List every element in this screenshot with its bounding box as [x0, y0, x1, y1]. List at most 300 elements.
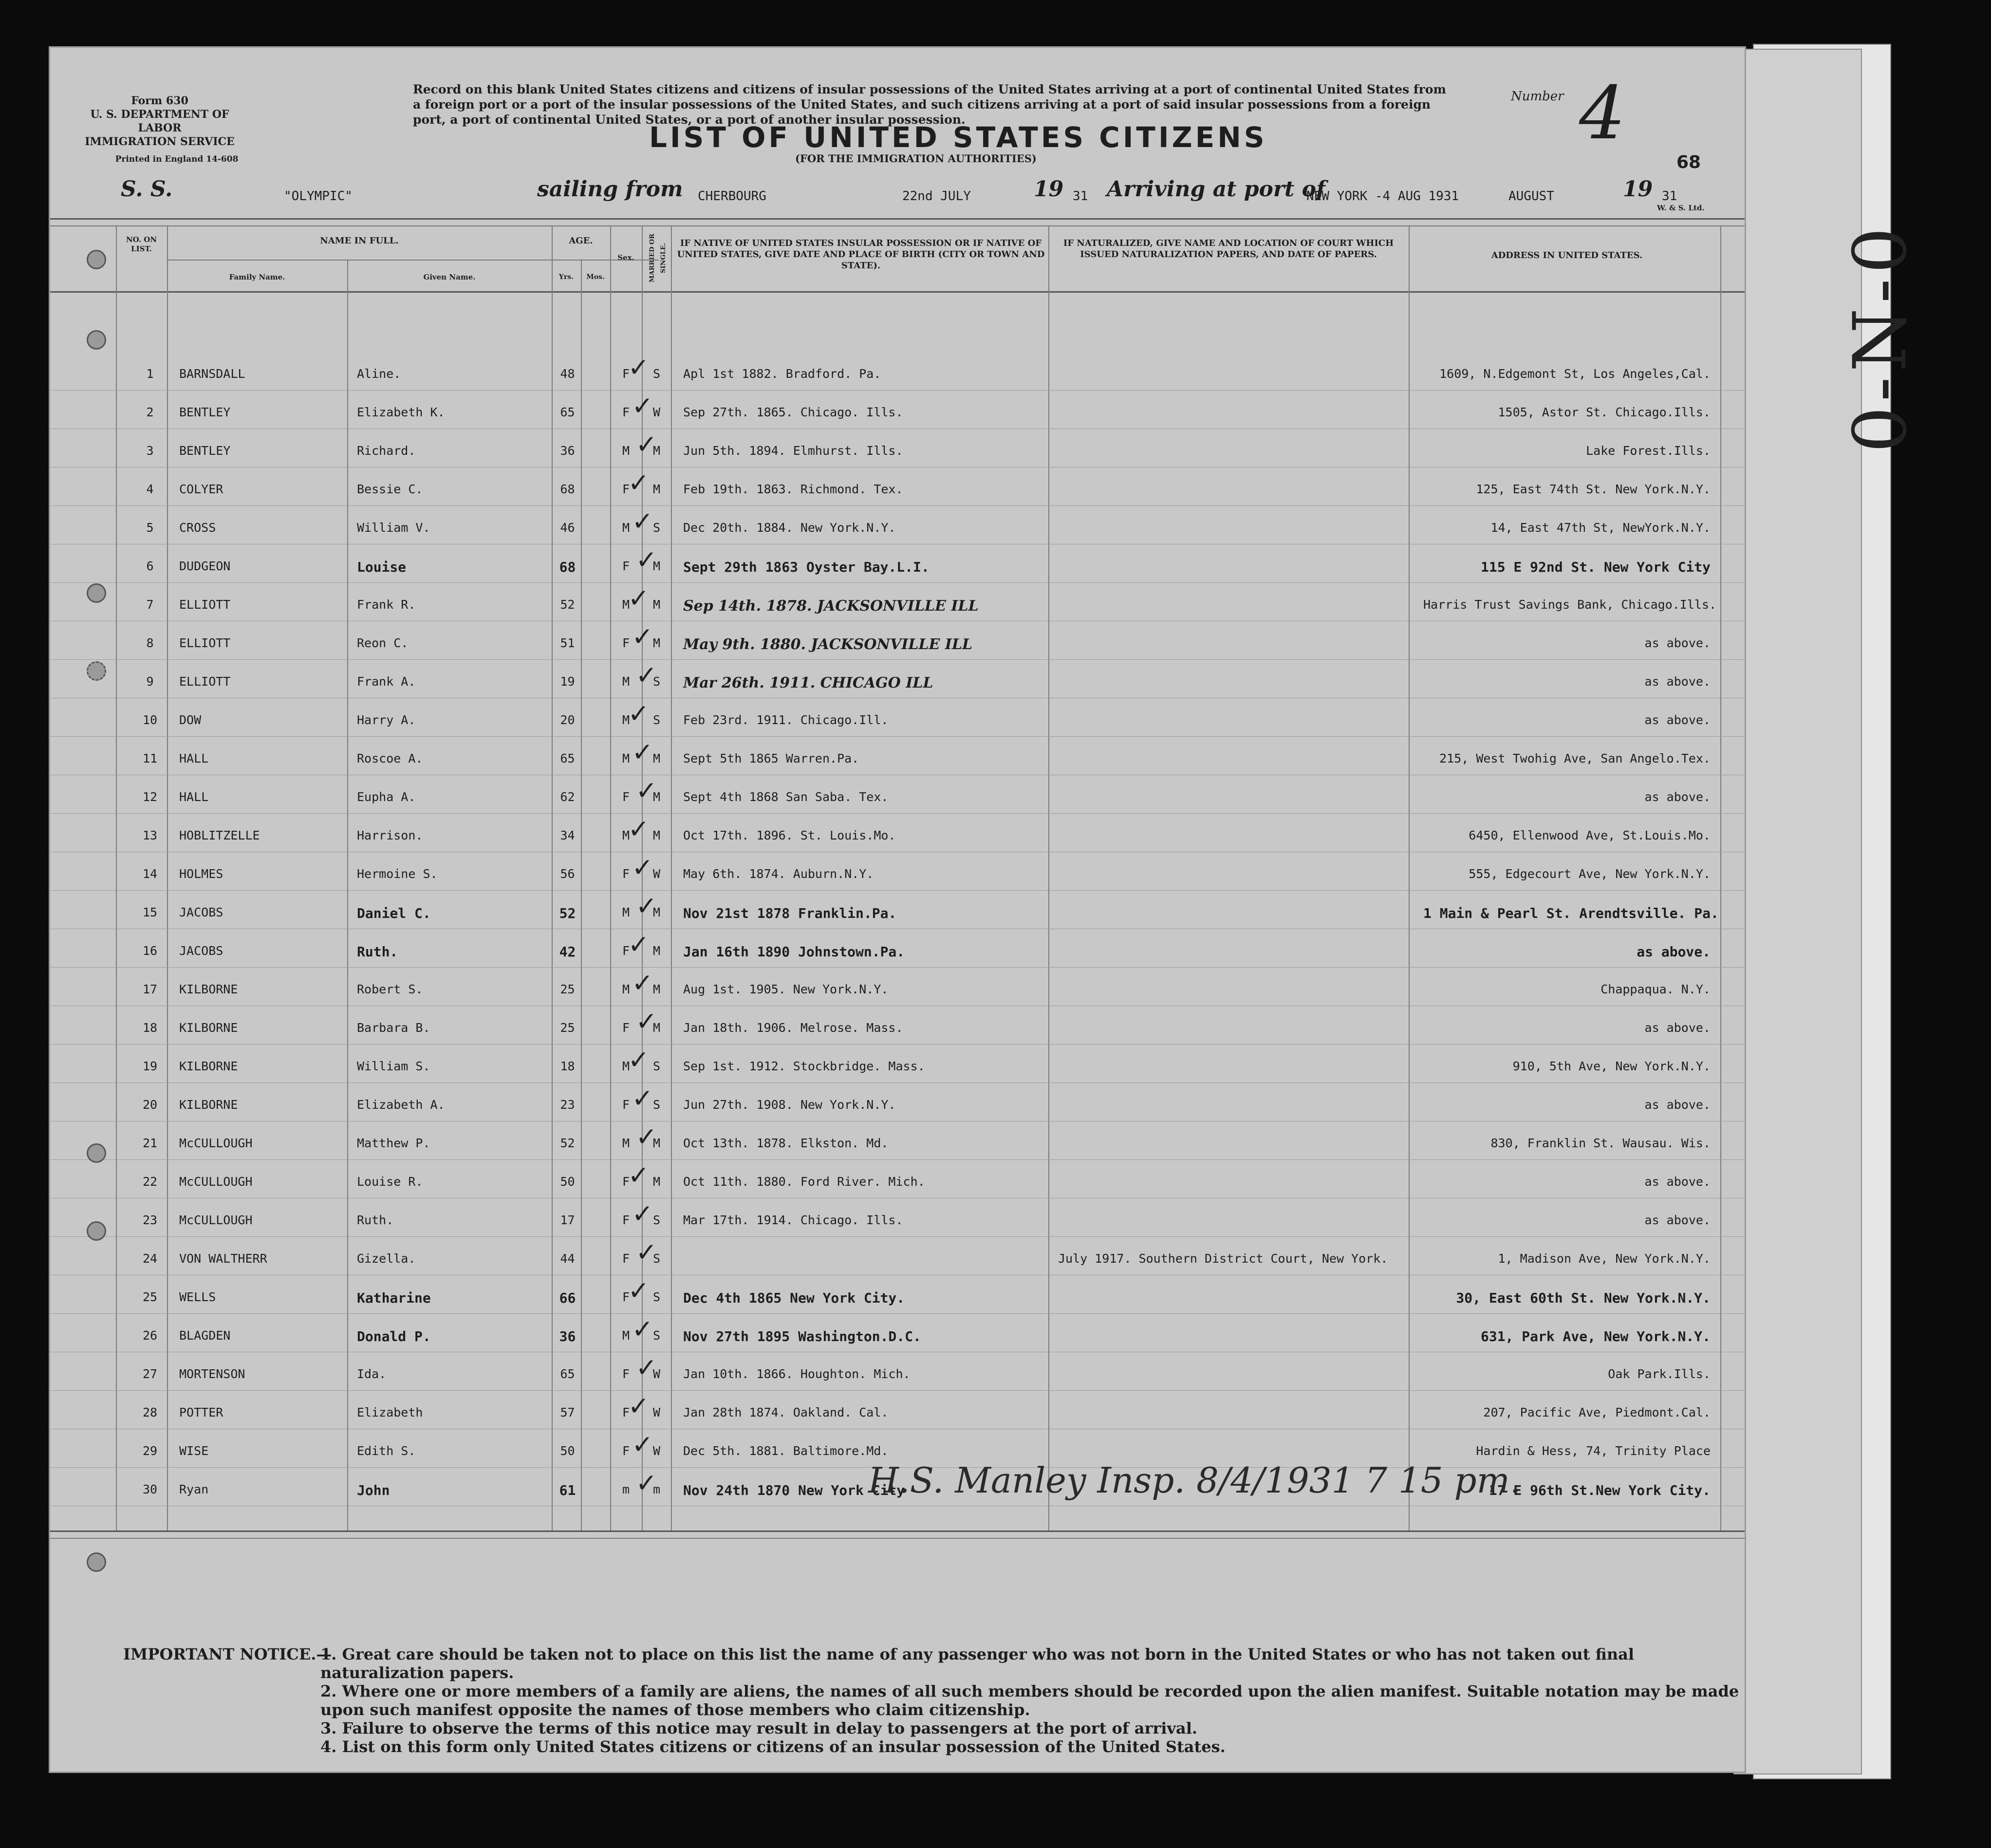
- age-years: 46: [560, 521, 575, 535]
- marital-status: M: [652, 559, 661, 573]
- sex: M: [622, 713, 630, 727]
- marital-status: M: [652, 1021, 661, 1035]
- given-name: Frank R.: [357, 597, 416, 612]
- marital-status: M: [652, 597, 661, 612]
- marital-status: W: [652, 1444, 661, 1458]
- us-address: 1609, N.Edgemont St, Los Angeles,Cal.: [1439, 367, 1711, 381]
- checkmark-icon: ✓: [637, 1119, 655, 1153]
- service: IMMIGRATION SERVICE: [85, 135, 235, 148]
- us-address: 1, Madison Ave, New York.N.Y.: [1498, 1251, 1711, 1266]
- row-number: 27: [142, 1367, 158, 1381]
- birth-date-place: Aug 1st. 1905. New York.N.Y.: [683, 982, 889, 996]
- arrival-port: NEW YORK -4 AUG 1931: [1306, 189, 1459, 204]
- sex: F: [622, 636, 630, 650]
- marital-status: M: [652, 905, 661, 919]
- marital-status: M: [652, 982, 661, 996]
- checkmark-icon: ✓: [637, 773, 655, 807]
- record-note: Record on this blank United States citizens and citizens of insular possessions of the United States arriving at a port of continental United States from a foreign port or a port of the insular possessions of the United States, and such citizens arriving at a port of said insular possessions from a foreign port, a port of continental United States, or a port of another insular possession.: [413, 82, 1446, 127]
- given-name: Harrison.: [357, 828, 423, 842]
- col-head-name: NAME IN FULL.: [320, 236, 399, 246]
- notice-item: 1. Great care should be taken not to place on this list the name of any passenger who was not born in the United States or who has not taken out final naturalization papers.: [320, 1645, 1635, 1682]
- sex: M: [622, 982, 630, 996]
- family-name: BLAGDEN: [179, 1328, 231, 1343]
- marital-status: m: [652, 1482, 661, 1496]
- birth-date-place: Sept 29th 1863 Oyster Bay.L.I.: [683, 559, 930, 575]
- birth-date-place: Nov 27th 1895 Washington.D.C.: [683, 1328, 921, 1344]
- year-prefix: 19: [1623, 177, 1653, 202]
- row-number: 8: [146, 636, 154, 650]
- sex: M: [622, 521, 630, 535]
- col-head-address: ADDRESS IN UNITED STATES.: [1491, 250, 1643, 261]
- table-row: [50, 965, 1745, 1007]
- given-name: Edith S.: [357, 1444, 416, 1458]
- marital-status: S: [652, 713, 661, 727]
- ship-prefix: S. S.: [121, 177, 173, 202]
- marital-status: S: [652, 367, 661, 381]
- header-bottom-border: [50, 291, 1745, 293]
- row-number: 12: [142, 790, 158, 804]
- birth-date-place: May 6th. 1874. Auburn.N.Y.: [683, 867, 874, 881]
- checkmark-icon: ✓: [637, 427, 655, 461]
- table-row: [50, 388, 1745, 429]
- checkmark-icon: ✓: [630, 465, 648, 499]
- col-head-naturalized: IF NATURALIZED, GIVE NAME AND LOCATION OF COURT WHICH ISSUED NATURALIZATION PAPERS, AND DATE OF PAPERS.: [1063, 238, 1394, 260]
- side-mark: 0-N-0: [1838, 222, 1923, 453]
- sex: M: [622, 597, 630, 612]
- given-name: Roscoe A.: [357, 751, 423, 765]
- printed-note: Printed in England 14-608: [115, 154, 239, 164]
- table-row: [50, 888, 1745, 930]
- marital-status: M: [652, 636, 661, 650]
- family-name: DOW: [179, 713, 202, 727]
- age-years: 68: [559, 559, 576, 575]
- family-name: CROSS: [179, 521, 216, 535]
- sex: F: [622, 1367, 630, 1381]
- row-number: 5: [146, 521, 154, 535]
- marital-status: W: [652, 1405, 661, 1419]
- given-name: Aline.: [357, 367, 401, 381]
- family-name: HALL: [179, 790, 209, 804]
- punch-hole: [87, 1143, 106, 1163]
- checkmark-icon: ✓: [633, 388, 651, 422]
- given-name: Elizabeth A.: [357, 1098, 445, 1112]
- sex: F: [622, 367, 630, 381]
- sex: F: [622, 1251, 630, 1266]
- age-years: 17: [560, 1213, 575, 1227]
- given-name: Bessie C.: [357, 482, 423, 496]
- age-years: 56: [560, 867, 575, 881]
- table-row: [50, 775, 1745, 814]
- table-row: [50, 1121, 1745, 1160]
- birth-date-place: Jan 16th 1890 Johnstown.Pa.: [683, 944, 905, 960]
- marital-status: S: [652, 674, 661, 689]
- inspector-signature: H.S. Manley Insp. 8/4/1931 7 15 pm.: [868, 1460, 1521, 1501]
- checkmark-icon: ✓: [637, 657, 655, 691]
- us-address: as above.: [1644, 713, 1711, 727]
- family-name: McCULLOUGH: [179, 1213, 253, 1227]
- table-row: [50, 429, 1745, 468]
- birth-date-place: Sep 27th. 1865. Chicago. Ills.: [683, 405, 903, 419]
- family-name: KILBORNE: [179, 982, 238, 996]
- us-address: 207, Pacific Ave, Piedmont.Cal.: [1483, 1405, 1711, 1419]
- family-name: WELLS: [179, 1290, 216, 1304]
- row-number: 30: [142, 1482, 158, 1496]
- marital-status: M: [652, 944, 661, 958]
- sex: m: [622, 1482, 630, 1496]
- age-years: 57: [560, 1405, 575, 1419]
- row-number: 25: [142, 1290, 158, 1304]
- notice-item: 2. Where one or more members of a family are aliens, the names of all such members should be recorded upon the alien manifest. Suitable notation may be made upon such manifest opposite the names of those members who claim citizenship.: [320, 1682, 1739, 1719]
- birth-date-place: Sep 1st. 1912. Stockbridge. Mass.: [683, 1059, 925, 1073]
- age-years: 50: [560, 1444, 575, 1458]
- us-address: as above.: [1644, 636, 1711, 650]
- given-name: Katharine: [357, 1290, 431, 1306]
- age-years: 68: [560, 482, 575, 496]
- birth-date-place: Dec 4th 1865 New York City.: [683, 1290, 905, 1306]
- given-name: Ruth.: [357, 944, 398, 960]
- sex: M: [622, 751, 630, 765]
- sex: M: [622, 444, 630, 458]
- us-address: 215, West Twohig Ave, San Angelo.Tex.: [1439, 751, 1711, 765]
- checkmark-icon: ✓: [633, 619, 651, 653]
- marital-status: S: [652, 1213, 661, 1227]
- row-number: 29: [142, 1444, 158, 1458]
- given-name: Frank A.: [357, 674, 416, 689]
- notice-label: IMPORTANT NOTICE.—: [123, 1645, 332, 1663]
- row-number: 13: [142, 828, 158, 842]
- us-address: 1 Main & Pearl St. Arendtsville. Pa.: [1423, 905, 1719, 921]
- sex: F: [622, 1290, 630, 1304]
- family-name: HALL: [179, 751, 209, 765]
- row-number: 17: [142, 982, 158, 996]
- family-name: BARNSDALL: [179, 367, 245, 381]
- checkmark-icon: ✓: [633, 1081, 651, 1115]
- table-row: [50, 621, 1745, 660]
- checkmark-icon: ✓: [630, 1273, 648, 1307]
- birth-date-place: Mar 17th. 1914. Chicago. Ills.: [683, 1213, 903, 1227]
- us-address: 17 E 96th St.New York City.: [1489, 1482, 1711, 1498]
- row-number: 15: [142, 905, 158, 919]
- given-name: Richard.: [357, 444, 416, 458]
- row-number: 20: [142, 1098, 158, 1112]
- marital-status: M: [652, 751, 661, 765]
- checkmark-icon: ✓: [633, 965, 651, 999]
- birth-date-place: Feb 19th. 1863. Richmond. Tex.: [683, 482, 903, 496]
- birth-date-place: Oct 11th. 1880. Ford River. Mich.: [683, 1175, 925, 1189]
- table-row: [50, 1234, 1745, 1276]
- ship-name: "OLYMPIC": [284, 189, 353, 204]
- punch-hole: [87, 1552, 106, 1572]
- family-name: KILBORNE: [179, 1021, 238, 1035]
- birth-date-place: Jun 27th. 1908. New York.N.Y.: [683, 1098, 896, 1112]
- checkmark-icon: ✓: [637, 1234, 655, 1269]
- col-head-family: Family Name.: [229, 273, 285, 281]
- checkmark-icon: ✓: [637, 1465, 655, 1499]
- sex: F: [622, 482, 630, 496]
- marital-status: S: [652, 1290, 661, 1304]
- table-row: [50, 852, 1745, 891]
- age-years: 66: [559, 1290, 576, 1306]
- table-row: [50, 580, 1745, 622]
- given-name: Harry A.: [357, 713, 416, 727]
- table-row: [50, 1388, 1745, 1430]
- us-address: 1505, Astor St. Chicago.Ills.: [1498, 405, 1711, 419]
- marital-status: M: [652, 444, 661, 458]
- family-name: McCULLOUGH: [179, 1136, 253, 1150]
- age-years: 18: [560, 1059, 575, 1073]
- birth-date-place: Sep 14th. 1878. JACKSONVILLE ILL: [683, 597, 979, 615]
- given-name: Eupha A.: [357, 790, 416, 804]
- family-name: COLYER: [179, 482, 223, 496]
- marital-status: S: [652, 1328, 661, 1343]
- checkmark-icon: ✓: [633, 1311, 651, 1345]
- sex: M: [622, 674, 630, 689]
- sailing-from-label: sailing from: [537, 177, 683, 202]
- us-address: as above.: [1644, 674, 1711, 689]
- us-address: Chappaqua. N.Y.: [1600, 982, 1711, 996]
- birth-date-place: Apl 1st 1882. Bradford. Pa.: [683, 367, 881, 381]
- family-name: McCULLOUGH: [179, 1175, 253, 1189]
- punch-hole: [87, 250, 106, 269]
- us-address: as above.: [1644, 1098, 1711, 1112]
- arrival-month: AUGUST: [1508, 189, 1554, 204]
- table-row: [50, 1157, 1745, 1199]
- table-row: [50, 544, 1745, 583]
- notice-item: 4. List on this form only United States citizens or citizens of an insular possession of the United States.: [320, 1737, 1226, 1756]
- punch-hole: [87, 661, 106, 681]
- row-number: 19: [142, 1059, 158, 1073]
- marital-status: M: [652, 1175, 661, 1189]
- printer-mark: W. & S. Ltd.: [1657, 204, 1705, 212]
- us-address: as above.: [1644, 790, 1711, 804]
- family-name: BENTLEY: [179, 444, 231, 458]
- us-address: as above.: [1637, 944, 1711, 960]
- checkmark-icon: ✓: [630, 1157, 648, 1192]
- sex: F: [622, 559, 630, 573]
- table-bottom-border: [50, 1531, 1745, 1532]
- us-address: Lake Forest.Ills.: [1586, 444, 1711, 458]
- row-number: 24: [142, 1251, 158, 1266]
- us-address: 830, Franklin St. Wausau. Wis.: [1490, 1136, 1711, 1150]
- checkmark-icon: ✓: [633, 1427, 651, 1461]
- number-label: Number: [1511, 89, 1564, 104]
- sex: M: [622, 828, 630, 842]
- birth-date-place: Nov 24th 1870 New York City: [683, 1482, 905, 1498]
- page-number: 68: [1676, 152, 1701, 172]
- arriving-label: Arriving at port of: [1107, 177, 1325, 202]
- age-years: 36: [560, 444, 575, 458]
- marital-status: W: [652, 405, 661, 419]
- checkmark-icon: ✓: [630, 1388, 648, 1422]
- page-subtitle: (FOR THE IMMIGRATION AUTHORITIES): [795, 152, 1037, 165]
- us-address: Hardin & Hess, 74, Trinity Place: [1476, 1444, 1711, 1458]
- given-name: Ruth.: [357, 1213, 394, 1227]
- checkmark-icon: ✓: [630, 580, 648, 615]
- given-name: Hermoine S.: [357, 867, 438, 881]
- sex: F: [622, 1175, 630, 1189]
- checkmark-icon: ✓: [630, 927, 648, 961]
- us-address: Harris Trust Savings Bank, Chicago.Ills.: [1423, 597, 1717, 612]
- table-row: [50, 1006, 1745, 1045]
- col-head-age: AGE.: [569, 236, 593, 246]
- birth-date-place: Dec 20th. 1884. New York.N.Y.: [683, 521, 896, 535]
- sex: F: [622, 1098, 630, 1112]
- checkmark-icon: ✓: [630, 1042, 648, 1076]
- table-row: [50, 467, 1745, 506]
- birth-date-place: May 9th. 1880. JACKSONVILLE ILL: [683, 636, 973, 653]
- birth-date-place: Oct 13th. 1878. Elkston. Md.: [683, 1136, 889, 1150]
- us-address: as above.: [1644, 1021, 1711, 1035]
- given-name: Louise R.: [357, 1175, 423, 1189]
- us-address: 910, 5th Ave, New York.N.Y.: [1512, 1059, 1711, 1073]
- sex: F: [622, 944, 630, 958]
- table-row: [50, 657, 1745, 699]
- us-address: as above.: [1644, 1175, 1711, 1189]
- age-years: 52: [559, 905, 576, 921]
- given-name: Robert S.: [357, 982, 423, 996]
- row-number: 18: [142, 1021, 158, 1035]
- us-address: 631, Park Ave, New York.N.Y.: [1480, 1328, 1711, 1344]
- given-name: William V.: [357, 521, 430, 535]
- table-row: [50, 1352, 1745, 1391]
- notice-item: 3. Failure to observe the terms of this notice may result in delay to passengers at the port of arrival.: [320, 1719, 1197, 1737]
- family-name: JACOBS: [179, 905, 223, 919]
- marital-status: S: [652, 1098, 661, 1112]
- us-address: 115 E 92nd St. New York City: [1480, 559, 1711, 575]
- family-name: BENTLEY: [179, 405, 231, 419]
- given-name: Gizella.: [357, 1251, 416, 1266]
- family-name: ELLIOTT: [179, 636, 231, 650]
- given-name: Elizabeth K.: [357, 405, 445, 419]
- age-years: 23: [560, 1098, 575, 1112]
- sailing-from: CHERBOURG: [698, 189, 766, 204]
- sail-date: 22nd JULY: [902, 189, 971, 204]
- sex: F: [622, 1021, 630, 1035]
- checkmark-icon: ✓: [630, 811, 648, 845]
- birth-date-place: Sept 4th 1868 San Saba. Tex.: [683, 790, 889, 804]
- birth-date-place: Sept 5th 1865 Warren.Pa.: [683, 751, 859, 765]
- table-row: [50, 1198, 1745, 1237]
- birth-date-place: Feb 23rd. 1911. Chicago.Ill.: [683, 713, 889, 727]
- table-row: [50, 1083, 1745, 1122]
- age-years: 50: [560, 1175, 575, 1189]
- row-number: 22: [142, 1175, 158, 1189]
- age-years: 44: [560, 1251, 575, 1266]
- given-name: Reon C.: [357, 636, 409, 650]
- age-years: 20: [560, 713, 575, 727]
- age-years: 62: [560, 790, 575, 804]
- given-name: Daniel C.: [357, 905, 431, 921]
- row-number: 1: [146, 367, 154, 381]
- checkmark-icon: ✓: [633, 850, 651, 884]
- table-row: [50, 698, 1745, 737]
- age-years: 25: [560, 1021, 575, 1035]
- table-bottom-border: [50, 1538, 1745, 1539]
- birth-date-place: Oct 17th. 1896. St. Louis.Mo.: [683, 828, 896, 842]
- checkmark-icon: ✓: [630, 350, 648, 384]
- punch-hole: [87, 330, 106, 350]
- row-number: 7: [146, 597, 154, 612]
- sex: M: [622, 1136, 630, 1150]
- row-number: 6: [146, 559, 154, 573]
- age-years: 36: [559, 1328, 576, 1344]
- marital-status: S: [652, 1059, 661, 1073]
- row-number: 4: [146, 482, 154, 496]
- row-number: 16: [142, 944, 158, 958]
- us-address: Oak Park.Ills.: [1608, 1367, 1711, 1381]
- sex: M: [622, 905, 630, 919]
- age-years: 61: [559, 1482, 576, 1498]
- given-name: William S.: [357, 1059, 430, 1073]
- marital-status: S: [652, 521, 661, 535]
- family-name: HOLMES: [179, 867, 223, 881]
- page-title: LIST OF UNITED STATES CITIZENS: [649, 121, 1267, 154]
- us-address: as above.: [1644, 1213, 1711, 1227]
- table-row: [50, 734, 1745, 776]
- sex: F: [622, 1444, 630, 1458]
- family-name: JACOBS: [179, 944, 223, 958]
- family-name: POTTER: [179, 1405, 223, 1419]
- family-name: KILBORNE: [179, 1098, 238, 1112]
- us-address: 30, East 60th St. New York.N.Y.: [1456, 1290, 1711, 1306]
- row-number: 28: [142, 1405, 158, 1419]
- family-name: WISE: [179, 1444, 209, 1458]
- sex: M: [622, 1328, 630, 1343]
- sail-year: 31: [1073, 189, 1088, 204]
- family-name: HOBLITZELLE: [179, 828, 260, 842]
- checkmark-icon: ✓: [637, 542, 655, 576]
- checkmark-icon: ✓: [637, 888, 655, 922]
- given-name: John: [357, 1482, 390, 1498]
- us-address: 555, Edgecourt Ave, New York.N.Y.: [1469, 867, 1711, 881]
- given-name: Barbara B.: [357, 1021, 430, 1035]
- family-name: MORTENSON: [179, 1367, 245, 1381]
- department: U. S. DEPARTMENT OF LABOR: [90, 108, 229, 134]
- col-head-no: NO. ON LIST.: [126, 235, 157, 253]
- row-number: 2: [146, 405, 154, 419]
- table-row: [50, 1275, 1745, 1314]
- given-name: Elizabeth: [357, 1405, 423, 1419]
- age-years: 65: [560, 405, 575, 419]
- sex: F: [622, 1405, 630, 1419]
- checkmark-icon: ✓: [633, 504, 651, 538]
- table-row: [50, 506, 1745, 545]
- family-name: VON WALTHERR: [179, 1251, 267, 1266]
- family-name: DUDGEON: [179, 559, 231, 573]
- birth-date-place: Mar 26th. 1911. CHICAGO ILL: [683, 674, 933, 691]
- sex: M: [622, 1059, 630, 1073]
- given-name: Matthew P.: [357, 1136, 430, 1150]
- row-number: 9: [146, 674, 154, 689]
- marital-status: M: [652, 828, 661, 842]
- marital-status: W: [652, 1367, 661, 1381]
- us-address: 125, East 74th St. New York.N.Y.: [1476, 482, 1711, 496]
- col-head-married: MARRIED OR SINGLE.: [649, 234, 667, 283]
- row-number: 23: [142, 1213, 158, 1227]
- marital-status: W: [652, 867, 661, 881]
- age-years: 65: [560, 751, 575, 765]
- family-name: KILBORNE: [179, 1059, 238, 1073]
- row-number: 26: [142, 1328, 158, 1343]
- age-years: 52: [560, 597, 575, 612]
- table-row: [50, 811, 1745, 853]
- important-notice: [123, 1645, 1740, 1756]
- list-number: 4: [1579, 71, 1626, 156]
- given-name: Ida.: [357, 1367, 387, 1381]
- us-address: 14, East 47th St, NewYork.N.Y.: [1490, 521, 1711, 535]
- given-name: Louise: [357, 559, 407, 575]
- row-number: 3: [146, 444, 154, 458]
